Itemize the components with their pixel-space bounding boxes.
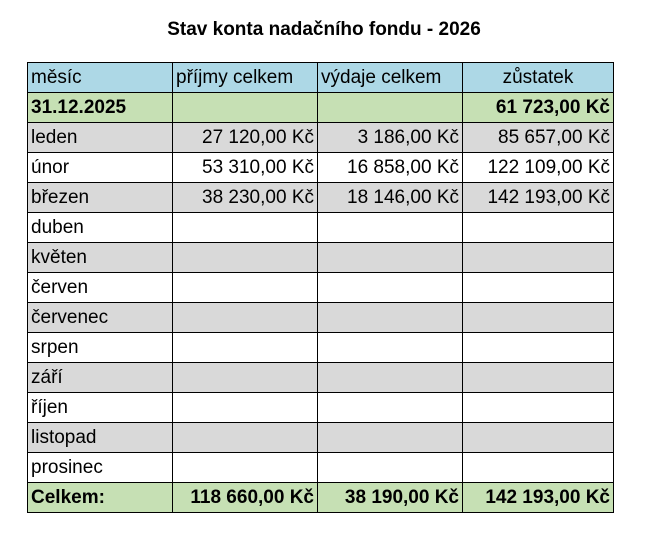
month-cell[interactable]: prosinec [28,453,173,483]
expense-cell[interactable] [318,453,463,483]
income-cell[interactable] [173,393,318,423]
expense-cell[interactable] [318,303,463,333]
income-cell[interactable] [173,243,318,273]
month-cell[interactable]: květen [28,243,173,273]
header-balance[interactable]: zůstatek [463,63,614,93]
table-row [28,303,614,333]
income-cell[interactable]: 27 120,00 Kč [173,123,318,153]
income-cell[interactable] [173,333,318,363]
total-row [28,483,614,513]
month-cell[interactable]: listopad [28,423,173,453]
table-row [28,213,614,243]
month-cell[interactable]: říjen [28,393,173,423]
table-row [28,183,614,213]
expense-cell[interactable] [318,423,463,453]
month-cell[interactable]: srpen [28,333,173,363]
total-expense-cell[interactable]: 38 190,00 Kč [318,483,463,513]
table-row [28,453,614,483]
balance-cell[interactable] [463,423,614,453]
balance-cell[interactable] [463,453,614,483]
month-cell[interactable]: září [28,363,173,393]
expense-cell[interactable] [318,363,463,393]
balance-cell[interactable]: 142 193,00 Kč [463,183,614,213]
month-cell[interactable]: červenec [28,303,173,333]
opening-expense-cell[interactable] [318,93,463,123]
balance-cell[interactable] [463,393,614,423]
header-month[interactable]: měsíc [28,63,173,93]
table-row [28,123,614,153]
month-cell[interactable]: červen [28,273,173,303]
balance-cell[interactable] [463,303,614,333]
expense-cell[interactable] [318,393,463,423]
balance-cell[interactable] [463,333,614,363]
balance-cell[interactable]: 122 109,00 Kč [463,153,614,183]
opening-balance-row [28,93,614,123]
expense-cell[interactable]: 18 146,00 Kč [318,183,463,213]
table-row [28,243,614,273]
month-cell[interactable]: duben [28,213,173,243]
income-cell[interactable]: 53 310,00 Kč [173,153,318,183]
total-balance-cell[interactable]: 142 193,00 Kč [463,483,614,513]
income-cell[interactable] [173,273,318,303]
fund-balance-table [27,62,614,513]
balance-cell[interactable] [463,273,614,303]
table-row [28,333,614,363]
month-cell[interactable]: únor [28,153,173,183]
expense-cell[interactable] [318,273,463,303]
header-income[interactable]: příjmy celkem [173,63,318,93]
balance-cell[interactable] [463,243,614,273]
balance-cell[interactable]: 85 657,00 Kč [463,123,614,153]
total-label-cell[interactable]: Celkem: [28,483,173,513]
header-row [28,63,614,93]
expense-cell[interactable] [318,213,463,243]
expense-cell[interactable] [318,243,463,273]
opening-balance-cell[interactable]: 61 723,00 Kč [463,93,614,123]
table-row [28,153,614,183]
income-cell[interactable] [173,453,318,483]
table-row [28,363,614,393]
balance-cell[interactable] [463,213,614,243]
month-cell[interactable]: březen [28,183,173,213]
expense-cell[interactable] [318,333,463,363]
income-cell[interactable] [173,423,318,453]
table-row [28,423,614,453]
income-cell[interactable] [173,363,318,393]
opening-income-cell[interactable] [173,93,318,123]
total-income-cell[interactable]: 118 660,00 Kč [173,483,318,513]
opening-date-cell[interactable]: 31.12.2025 [28,93,173,123]
expense-cell[interactable]: 16 858,00 Kč [318,153,463,183]
expense-cell[interactable]: 3 186,00 Kč [318,123,463,153]
table-row [28,393,614,423]
income-cell[interactable]: 38 230,00 Kč [173,183,318,213]
month-cell[interactable]: leden [28,123,173,153]
income-cell[interactable] [173,303,318,333]
header-expense[interactable]: výdaje celkem [318,63,463,93]
sheet-title: Stav konta nadačního fondu - 2026 [167,19,481,40]
income-cell[interactable] [173,213,318,243]
balance-cell[interactable] [463,363,614,393]
table-row [28,273,614,303]
